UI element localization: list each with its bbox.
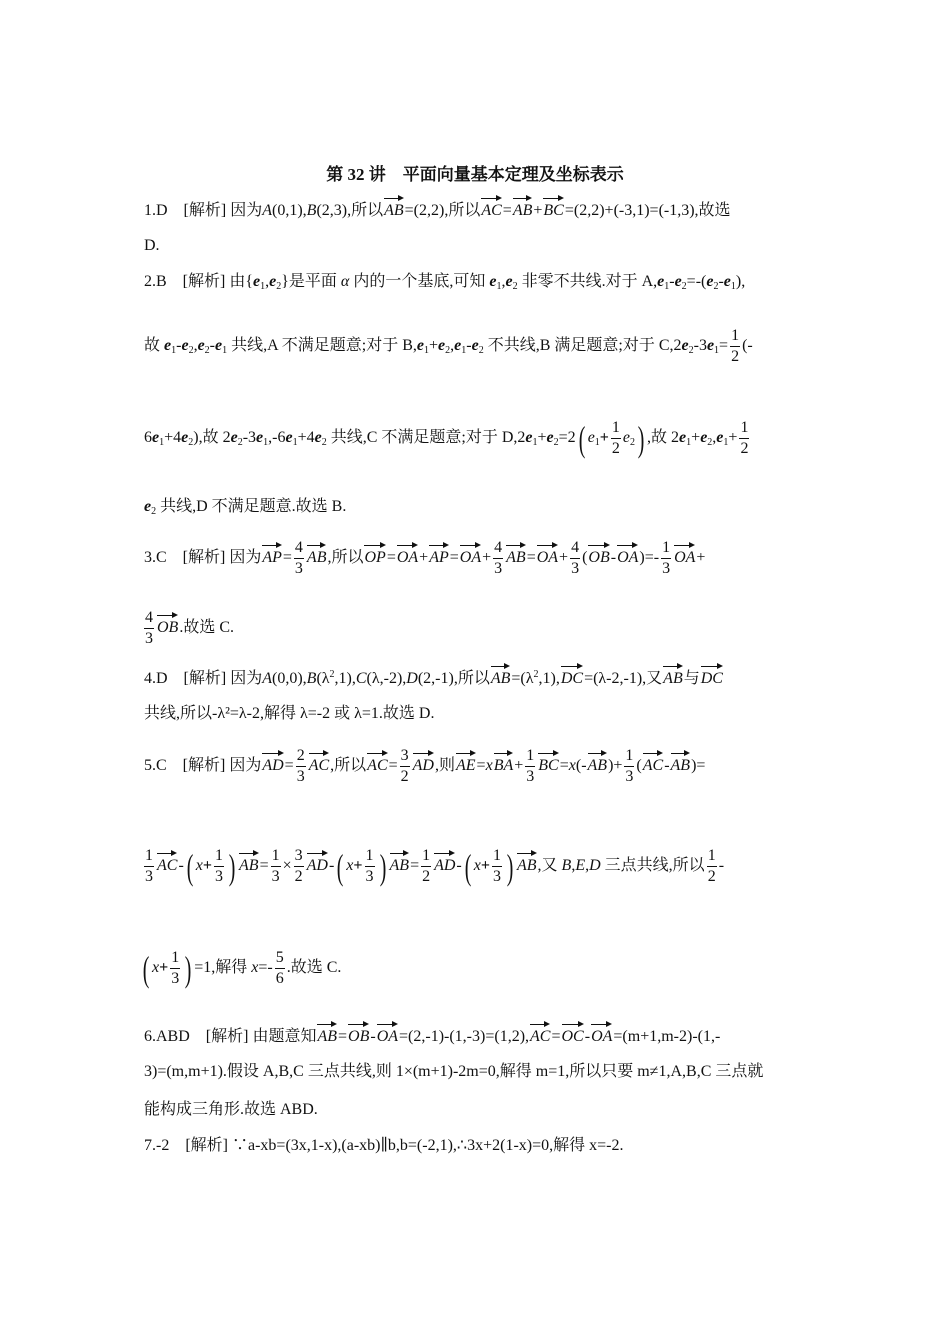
answer-6-line-2: 3)=(m,m+1).假设 A,B,C 三点共线,则 1×(m+1)-2m=0,解得 m=1,所以只要 m≠1,A,B,C 三点就 xyxy=(144,1063,764,1080)
answer-5-line-1: 5.C [解析] 因为AD= $\frac{2}{3}$ AC,所以AC= $\frac{3}{2}$ AD,则AE=xBA+ $\frac{1}{3}$ BC=x(-AB)+ $\frac{1}{3}$ (AC-AB)= xyxy=(144,747,706,785)
answer-5-line-3: ( x+ $\frac{1}{3}$ ) =1,解得 x=- $\frac{5}{6}$ .故选 C. xyxy=(142,948,342,989)
answer-6-line-1: 6.ABD [解析] 由题意知AB=OB-OA=(2,-1)-(1,-3)=(1,2),AC=OC-OA=(m+1,m-2)-(1,- xyxy=(144,1022,814,1049)
answer-3-line-1: 3.C [解析] 因为AP= $\frac{4}{3}$ AB,所以OP=OA+AP=OA+ $\frac{4}{3}$ AB=OA+ $\frac{4}{3}$ (OB-OA)=- $\frac{1}{3}$ OA+ xyxy=(144,539,706,577)
answer-2-line-3: $6e_1+4e_2$),故 $2e_2-3e_1,-6e_1+4e_2$ 共线,C 不满足题意;对于 $D,2e_1+e_2=2$( $e_1+$ $\frac{1}{2}$ $e_2$) ,故 $2e_1+e_2,e_1+$ $\frac{1}{2}$ xyxy=(144,418,749,459)
answer-2-line-4: $e_2$ 共线,D 不满足题意.故选 B. xyxy=(144,498,347,517)
answer-2-line-1: 2.B [解析] 由$\{e_1,e_2\}$是平面 α 内的一个基底,可知 $e_1,e_2$ 非零不共线.对于 $A,e_1-e_2=-(e_2-e_1)$, xyxy=(144,273,746,292)
answer-7-line-1: 7.-2 [解析] ∵a-xb=(3x,1-x),(a-xb)∥b,b=(-2,1),∴3x+2(1-x)=0,解得 x=-2. xyxy=(144,1137,624,1154)
page-title: 第 32 讲 平面向量基本定理及坐标表示 xyxy=(326,165,624,184)
answer-2-line-2: 故 $e_1-e_2,e_2-e_1$ 共线,A 不满足题意;对于 $B,e_1+e_2,e_1-e_2$ 不共线,B 满足题意;对于 $C,2e_2-3e_1=$ $\frac{1}{2}$ (- xyxy=(144,327,753,365)
answer-6-line-3: 能构成三角形.故选 ABD. xyxy=(144,1101,318,1118)
answer-1-line-2: D. xyxy=(144,237,160,254)
answer-5-line-2: $\frac{1}{3}$ AC-( x+ $\frac{1}{3}$ ) AB= $\frac{1}{3}$ × $\frac{3}{2}$ AD-( x+ $\frac{1}{3}$ ) AB= $\frac{1}{2}$ AD-( x+ $\frac{1}{3}$ ) AB,又 B,E,D 三点共线,所以 $\frac{1}{2}$ - xyxy=(145,846,725,887)
answer-4-line-1: 4.D [解析] 因为$A(0,0),B(\lambda^2,1),C(\lambda,-2),D(2,-1)$,所以$AB=(\lambda^2,1),DC=(\lambda-2,-1)$,又AB与DC xyxy=(144,664,814,691)
answer-4-line-2: 共线,所以-λ²=λ-2,解得 λ=-2 或 λ=1.故选 D. xyxy=(144,705,435,722)
answer-1-line-1: 1.D [解析] 因为A(0,1),B(2,3),所以AB=(2,2),所以AC=AB+BC=(2,2)+(-3,1)=(-1,3),故选 xyxy=(144,196,814,223)
answer-3-line-2: $\frac{4}{3}$ OB.故选 C. xyxy=(145,609,235,647)
